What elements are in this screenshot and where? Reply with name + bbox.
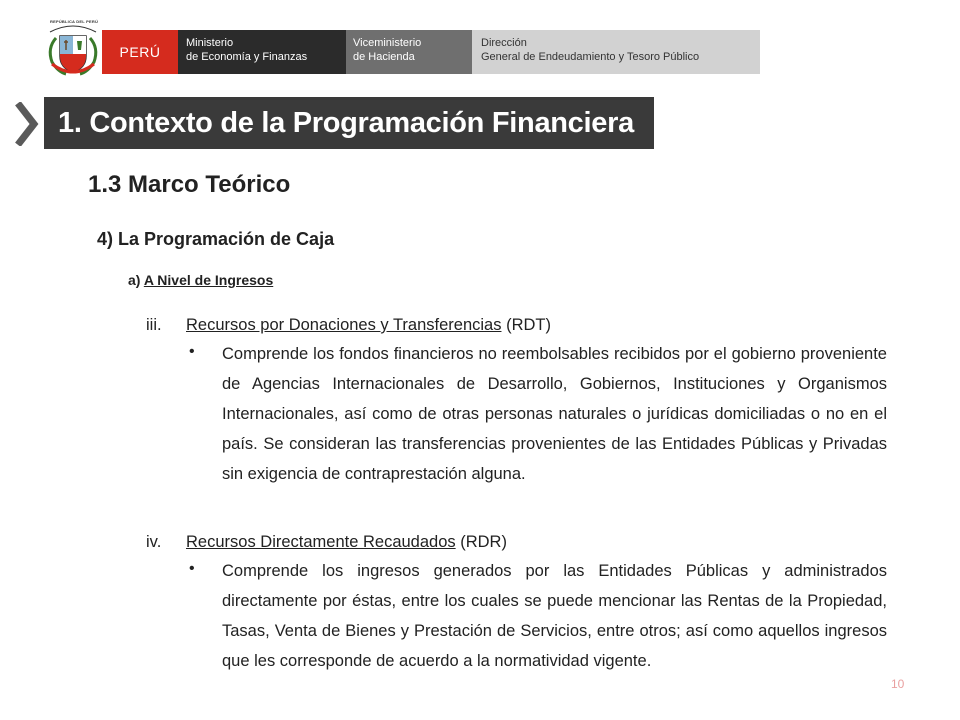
item-description: Comprende los fondos financieros no reembolsables recibidos por el gobierno proveniente de Agencias Internacionales de Desarrollo, Gobiernos, Instituciones y Organismos Internacionales, así como de otras personas naturales o jurídicas domiciliadas o no en el país. Se consideran las transferencias provenientes de las Entidades Públicas y Privadas sin exigencia de contraprestación alguna. <box>222 345 887 483</box>
bullet-icon: • <box>189 343 195 360</box>
item-title: Recursos Directamente Recaudados <box>186 533 456 551</box>
item-description: Comprende los ingresos generados por las Entidades Públicas y administrados directamente por éstas, entre los cuales se puede mencionar las Rentas de la Propiedad, Tasas, Venta de Bienes y Prestación de Servicios, entre otros; así como aquellos ingresos que les corresponde de acuerdo a la normatividad vigente. <box>222 562 887 670</box>
topic-heading: 4) La Programación de Caja <box>97 229 335 249</box>
direction-tab <box>472 30 760 74</box>
item-number: iv. <box>146 533 162 551</box>
seal-text: REPÚBLICA DEL PERÚ <box>50 19 99 24</box>
subtopic-label: A Nivel de Ingresos <box>143 272 274 288</box>
ministry-line-1: Ministerio <box>186 37 234 49</box>
item-acronym: (RDR) <box>460 533 507 551</box>
list-item-rdt <box>146 316 551 335</box>
peru-coat-of-arms-icon <box>44 18 102 78</box>
item-number: iii. <box>146 316 162 334</box>
ministry-line-2: de Economía y Finanzas <box>186 51 308 63</box>
direction-line-2: General de Endeudamiento y Tesoro Público <box>481 51 700 63</box>
ministry-tab <box>178 30 346 74</box>
page-number: 10 <box>891 677 905 691</box>
vice-ministry-line-1: Viceministerio <box>353 37 422 49</box>
subtopic-heading <box>128 272 273 288</box>
country-label: PERÚ <box>119 44 161 60</box>
vice-ministry-line-2: de Hacienda <box>353 51 415 63</box>
direction-line-1: Dirección <box>481 37 527 49</box>
section-title <box>44 97 654 149</box>
subtopic-prefix: a) <box>128 272 141 288</box>
chevron-right-icon <box>14 102 40 146</box>
item-title: Recursos por Donaciones y Transferencias <box>186 316 502 334</box>
section-title-text: 1. Contexto de la Programación Financiera <box>58 106 634 139</box>
item-acronym: (RDT) <box>506 316 551 334</box>
vice-ministry-tab <box>346 30 472 74</box>
bullet-icon: • <box>189 560 195 577</box>
subtitle-heading: 1.3 Marco Teórico <box>88 171 291 198</box>
list-item-rdr <box>146 533 507 552</box>
peru-country-tab <box>102 30 178 74</box>
